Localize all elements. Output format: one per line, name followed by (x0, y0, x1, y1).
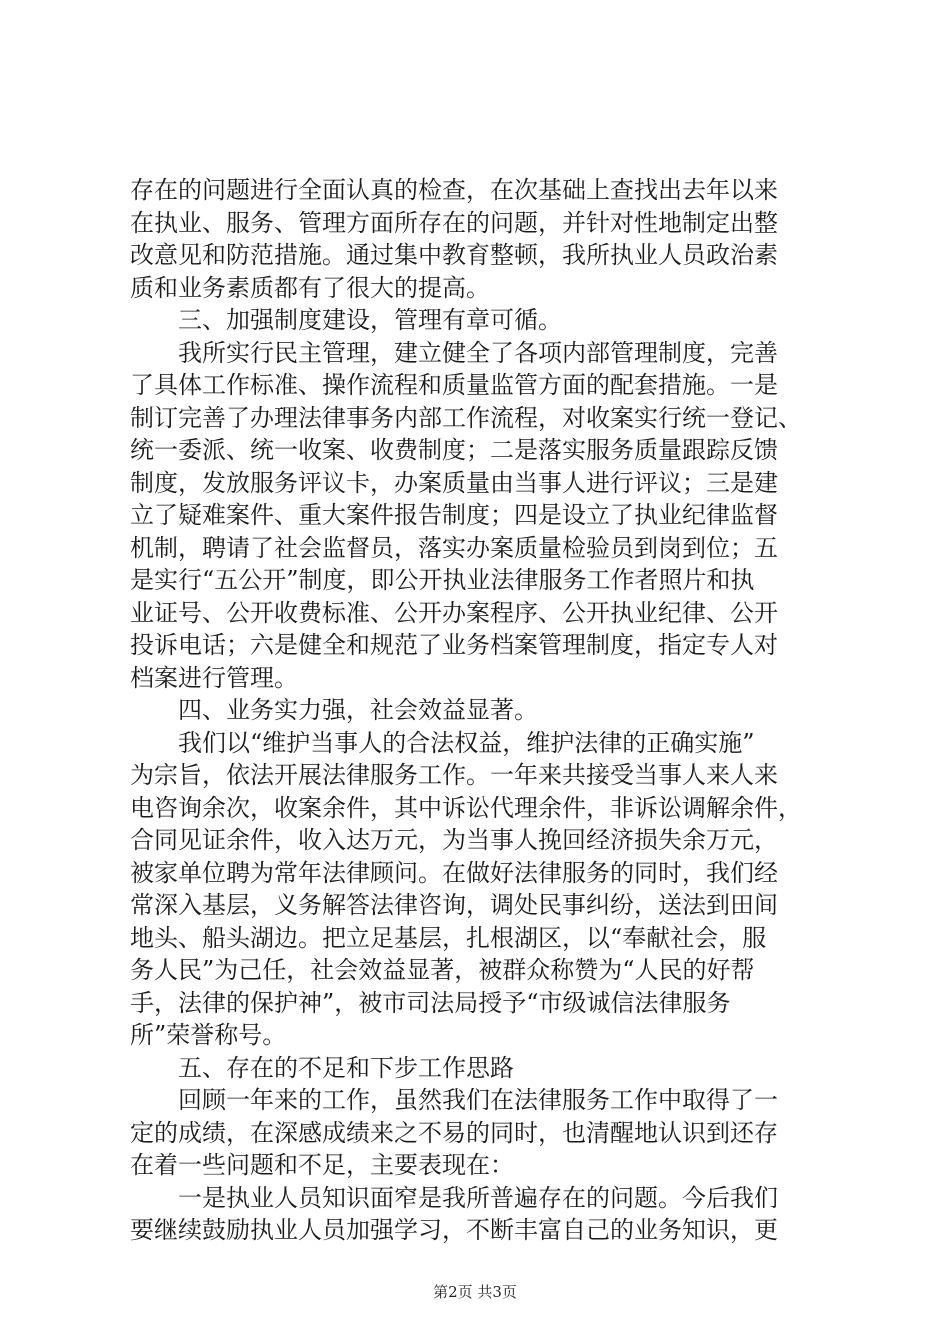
text-line: 了具体工作标准、操作流程和质量监管方面的配套措施。一是 (130, 371, 778, 399)
text-line: 我所实行民主管理，建立健全了各项内部管理制度，完善 (178, 338, 778, 367)
text-line: 制度，发放服务评议卡，办案质量由当事人进行评议；三是建 (130, 468, 778, 497)
text-line: 档案进行管理。 (130, 663, 298, 692)
text-line: 是实行“五公开”制度，即公开执业法律服务工作者照片和执 (130, 566, 755, 594)
text-line: 所”荣誉称号。 (130, 1021, 287, 1049)
text-line: 存在的问题进行全面认真的检查，在次基础上查找出去年以来 (130, 176, 778, 204)
section-heading: 三、加强制度建设，管理有章可循。 (178, 306, 562, 334)
text-line: 制订完善了办理法律事务内部工作流程，对收案实行统一登记、 (130, 403, 802, 432)
section-heading: 五、存在的不足和下步工作思路 (178, 1053, 514, 1082)
text-line: 地头、船头湖边。把立足基层，扎根湖区，以“奉献社会，服 (130, 923, 767, 952)
text-line: 业证号、公开收费标准、公开办案程序、公开执业纪律、公开 (130, 598, 778, 627)
text-line: 务人民”为己任，社会效益显著，被群众称赞为“人民的好帮 (130, 956, 755, 984)
text-line: 投诉电话；六是健全和规范了业务档案管理制度，指定专人对 (130, 631, 778, 659)
page-number-footer: 第2页 共3页 (433, 1283, 517, 1301)
text-line: 在执业、服务、管理方面所存在的问题，并针对性地制定出整 (130, 208, 778, 237)
text-line: 机制，聘请了社会监督员，落实办案质量检验员到岗到位；五 (130, 533, 778, 562)
text-line: 在着一些问题和不足，主要表现在： (130, 1151, 514, 1179)
text-line: 常深入基层，义务解答法律咨询，调处民事纠纷，送法到田间 (130, 891, 778, 919)
text-line: 为宗旨，依法开展法律服务工作。一年来共接受当事人来人来 (130, 761, 778, 789)
text-line: 合同见证余件，收入达万元，为当事人挽回经济损失余万元， (130, 826, 778, 854)
text-line: 质和业务素质都有了很大的提高。 (130, 273, 490, 302)
text-line: 立了疑难案件、重大案件报告制度；四是设立了执业纪律监督 (130, 501, 778, 529)
text-line: 要继续鼓励执业人员加强学习，不断丰富自己的业务知识，更 (130, 1216, 778, 1244)
text-line: 定的成绩，在深感成绩来之不易的同时，也清醒地认识到还存 (130, 1118, 778, 1147)
text-line: 回顾一年来的工作，虽然我们在法律服务工作中取得了一 (178, 1086, 778, 1114)
document-body (130, 174, 830, 1247)
section-heading: 四、业务实力强，社会效益显著。 (178, 696, 538, 724)
text-line: 被家单位聘为常年法律顾问。在做好法律服务的同时，我们经 (130, 858, 778, 887)
text-line: 电咨询余次，收案余件，其中诉讼代理余件，非诉讼调解余件， (130, 793, 802, 822)
text-line: 统一委派、统一收案、收费制度；二是落实服务质量跟踪反馈 (130, 436, 778, 464)
text-line: 我们以“维护当事人的合法权益，维护法律的正确实施” (178, 728, 755, 757)
text-line: 一是执业人员知识面窄是我所普遍存在的问题。今后我们 (178, 1183, 778, 1212)
text-line: 改意见和防范措施。通过集中教育整顿，我所执业人员政治素 (130, 241, 778, 269)
text-line: 手，法律的保护神”，被市司法局授予“市级诚信法律服务 (130, 988, 731, 1017)
